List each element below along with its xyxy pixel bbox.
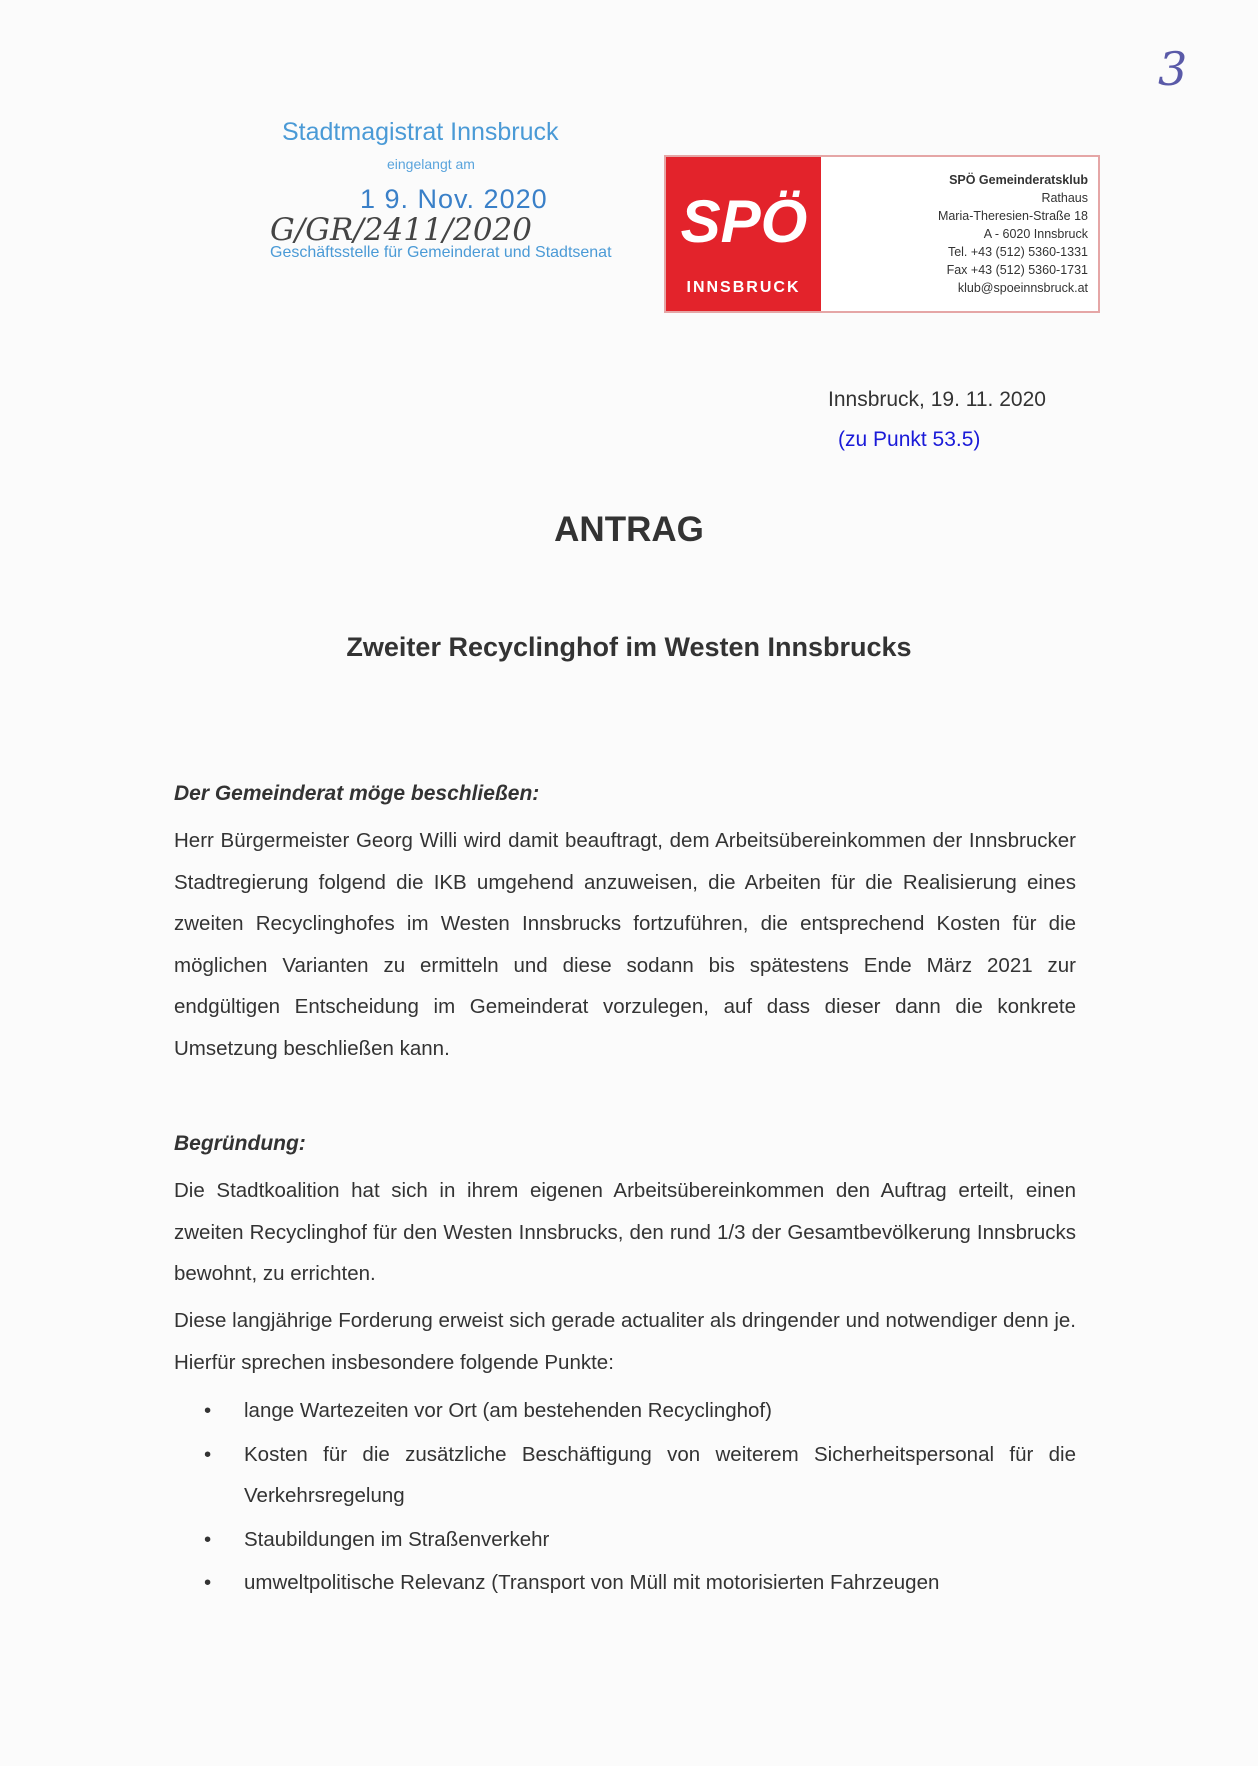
justification-paragraph: Die Stadtkoalition hat sich in ihrem eigenen Arbeitsübereinkommen den Auftrag erteilt, einen zweiten Recyclinghof für den Westen Innsbrucks, den rund 1/3 der Gesamtbevölkerung Innsbrucks bewohnt, zu errichten. <box>174 1179 1076 1285</box>
list-item: • umweltpolitische Relevanz (Transport von Müll mit motorisierten Fahrzeugen <box>204 1562 1076 1604</box>
logo-red-block <box>666 157 821 311</box>
stamp-office: Geschäftsstelle für Gemeinderat und Stadtsenat <box>270 244 612 261</box>
address-email: klub@spoeinnsbruck.at <box>957 281 1088 295</box>
logo-brand: SPÖ <box>680 188 808 255</box>
resolution-heading: Der Gemeinderat möge beschließen: <box>174 782 540 805</box>
address-line: Fax +43 (512) 5360-1731 <box>946 263 1088 277</box>
stamp-received-label: eingelangt am <box>387 156 475 172</box>
reasons-list <box>204 1390 1076 1606</box>
stamp-date: 1 9. Nov. 2020 <box>360 184 548 214</box>
address-line: Tel. +43 (512) 5360-1331 <box>947 245 1088 259</box>
logo-city: INNSBRUCK <box>686 279 801 296</box>
address-line: Maria-Theresien-Straße 18 <box>937 209 1088 223</box>
agenda-reference: (zu Punkt 53.5) <box>838 428 981 451</box>
justification-paragraph: Diese langjährige Forderung erweist sich gerade actualiter als dringender und notwendiger denn je. Hierfür sprechen insbesondere folgende Punkte: <box>174 1309 1076 1374</box>
document-subtitle: Zweiter Recyclinghof im Westen Innsbrucks <box>346 632 912 662</box>
handwritten-page-number: 3 <box>1158 42 1188 96</box>
justification-heading: Begründung: <box>174 1132 306 1155</box>
document-date: Innsbruck, 19. 11. 2020 <box>828 388 1046 411</box>
document-title: ANTRAG <box>554 510 704 549</box>
address-line: SPÖ Gemeinderatsklub <box>949 173 1088 187</box>
stamp-organization: Stadtmagistrat Innsbruck <box>282 118 559 146</box>
stamp-file-number: G/GR/2411/2020 <box>270 212 532 248</box>
address-line: A - 6020 Innsbruck <box>983 227 1088 241</box>
list-item: • lange Wartezeiten vor Ort (am bestehenden Recyclinghof) <box>204 1390 1076 1432</box>
list-item: • Staubildungen im Straßenverkehr <box>204 1519 1076 1561</box>
letterhead-address <box>938 171 1088 297</box>
received-stamp <box>262 112 612 272</box>
address-line: Rathaus <box>1041 191 1088 205</box>
resolution-text: Herr Bürgermeister Georg Willi wird damit beauftragt, dem Arbeitsübereinkommen der Innsbrucker Stadtregierung folgend die IKB umgehend anzuweisen, die Arbeiten für die Realisierung eines zweiten Recyclinghofes im Westen Innsbrucks fortzuführen, die entsprechend Kosten für die möglichen Varianten zu ermitteln und diese sodann bis spätestens Ende März 2021 zur endgültigen Entscheidung im Gemeinderat vorzulegen, auf dass dieser dann die konkrete Umsetzung beschließen kann. <box>174 829 1076 1060</box>
letterhead-logo <box>664 155 1100 313</box>
list-item: • Kosten für die zusätzliche Beschäftigung von weiterem Sicherheitspersonal für die Verkehrsregelung <box>204 1434 1076 1517</box>
